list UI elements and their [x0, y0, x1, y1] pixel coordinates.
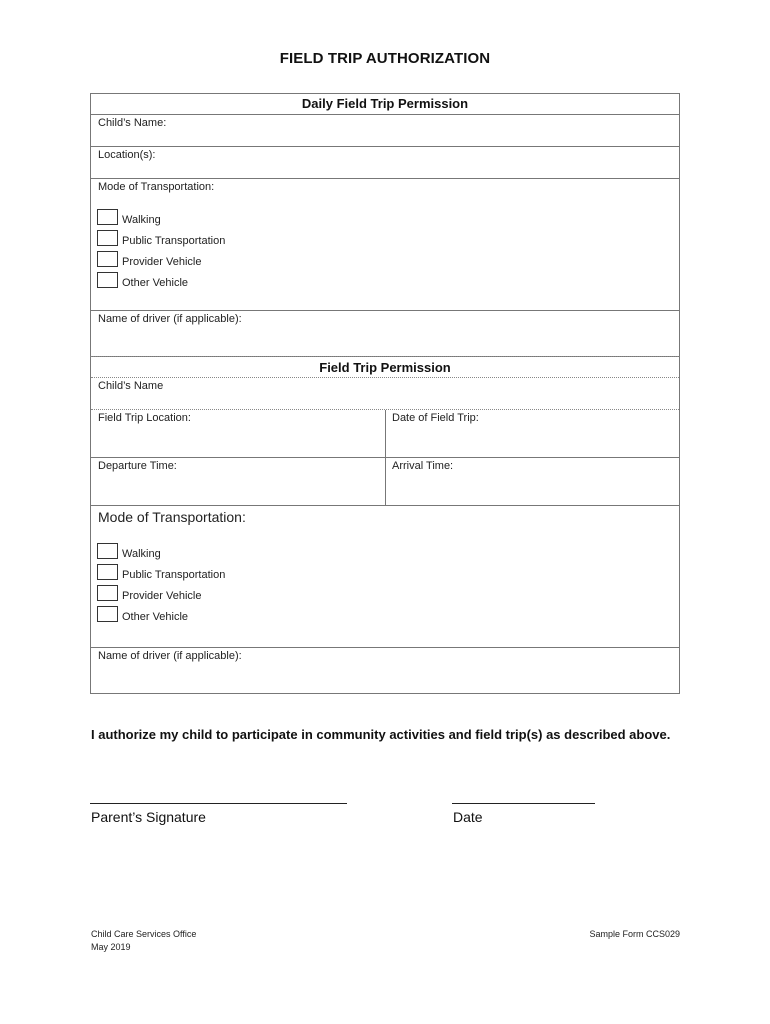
- daily-transportation-section: [91, 178, 679, 310]
- daily-child-name-label: Child’s Name:: [98, 117, 167, 129]
- field-trip-permission-section: [90, 356, 680, 694]
- provider-vehicle-checkbox[interactable]: [97, 585, 118, 601]
- times-divider: [385, 458, 386, 505]
- field-trip-transportation-label: Mode of Transportation:: [98, 509, 246, 525]
- location-date-divider: [385, 410, 386, 457]
- walking-checkbox[interactable]: [97, 543, 118, 559]
- field-trip-transportation-section: [91, 505, 679, 647]
- footer-office-block: [91, 928, 196, 954]
- field-trip-location-label: Field Trip Location:: [98, 412, 191, 424]
- departure-time-label: Departure Time:: [98, 460, 177, 472]
- daily-transportation-label: Mode of Transportation:: [98, 181, 215, 193]
- other-vehicle-label: Other Vehicle: [122, 277, 189, 289]
- daily-locations-field[interactable]: [91, 146, 679, 178]
- arrival-time-label: Arrival Time:: [392, 460, 454, 472]
- parent-signature-line[interactable]: [90, 803, 347, 804]
- field-trip-times-row: [91, 457, 679, 505]
- field-trip-driver-name-label: Name of driver (if applicable):: [98, 650, 242, 662]
- footer-date: May 2019: [91, 942, 131, 952]
- public-transportation-checkbox[interactable]: [97, 564, 118, 580]
- provider-vehicle-checkbox[interactable]: [97, 251, 118, 267]
- date-signature-label: Date: [453, 809, 483, 825]
- daily-permission-heading: Daily Field Trip Permission: [301, 96, 469, 111]
- walking-checkbox[interactable]: [97, 209, 118, 225]
- form-title: FIELD TRIP AUTHORIZATION: [279, 50, 491, 67]
- other-vehicle-checkbox[interactable]: [97, 606, 118, 622]
- public-transportation-checkbox[interactable]: [97, 230, 118, 246]
- public-transportation-label: Public Transportation: [122, 235, 226, 247]
- field-trip-permission-heading: Field Trip Permission: [319, 360, 451, 375]
- daily-permission-section: [90, 93, 680, 357]
- authorization-statement: I authorize my child to participate in community activities and field trip(s) as described above.: [91, 727, 671, 742]
- daily-driver-name-field[interactable]: [91, 310, 679, 356]
- provider-vehicle-label: Provider Vehicle: [122, 256, 202, 268]
- field-trip-driver-name-field[interactable]: [91, 647, 679, 693]
- field-trip-date-label: Date of Field Trip:: [392, 412, 479, 424]
- parent-signature-label: Parent’s Signature: [91, 809, 206, 825]
- public-transportation-label: Public Transportation: [122, 569, 226, 581]
- walking-label: Walking: [122, 548, 161, 560]
- other-vehicle-checkbox[interactable]: [97, 272, 118, 288]
- daily-driver-name-label: Name of driver (if applicable):: [98, 313, 242, 325]
- provider-vehicle-label: Provider Vehicle: [122, 590, 202, 602]
- field-trip-location-date-row: [91, 409, 679, 457]
- date-signature-line[interactable]: [452, 803, 595, 804]
- daily-child-name-field[interactable]: [91, 114, 679, 146]
- field-trip-child-name-label: Child’s Name: [98, 380, 164, 392]
- walking-label: Walking: [122, 214, 161, 226]
- other-vehicle-label: Other Vehicle: [122, 611, 189, 623]
- footer-office-name: Child Care Services Office: [91, 929, 197, 939]
- field-trip-child-name-field[interactable]: [91, 377, 679, 409]
- footer-form-id: Sample Form CCS029: [589, 929, 680, 939]
- daily-locations-label: Location(s):: [98, 149, 156, 161]
